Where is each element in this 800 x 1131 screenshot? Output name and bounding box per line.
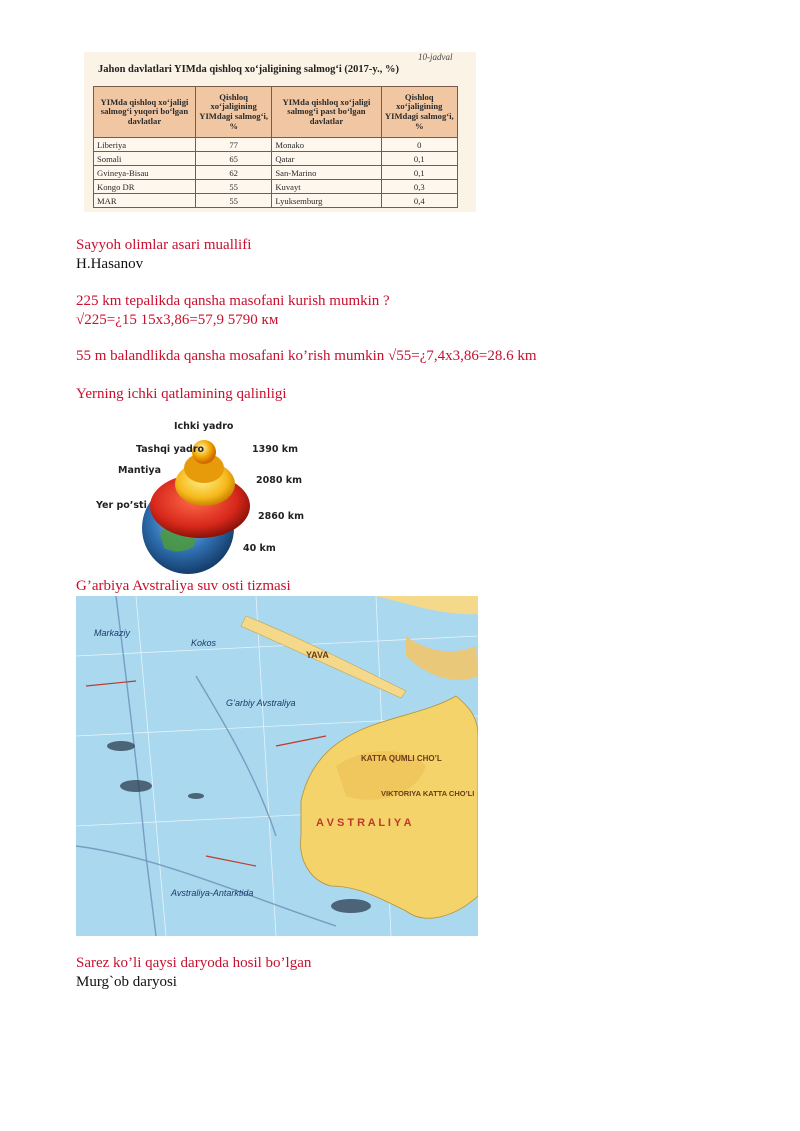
value-mantle: 2860 km [258,511,304,522]
label-outer-core: Tashqi yadro [136,444,205,455]
high-share: 65 [195,152,271,166]
value-inner-core: 1390 km [252,444,298,455]
value-outer-core: 2080 km [256,475,302,486]
low-share: 0,1 [381,152,457,166]
low-share: 0 [381,138,457,152]
map-label-great-sandy: KATTA QUMLI CHO’L [361,754,442,763]
earth-layers-diagram [90,416,320,576]
earth-layers-graphic [90,416,320,576]
low-share: 0,1 [381,166,457,180]
label-mantle: Mantiya [118,465,162,476]
table-row [94,152,458,166]
high-country: Liberiya [94,138,196,152]
answer-sarez: Murg`ob daryosi [76,974,177,990]
answer-author: H.Hasanov [76,256,144,272]
high-country: Kongo DR [94,180,196,194]
map-label-great-victoria: VIKTORIYA KATTA CHO’LI [381,789,475,798]
map-label-kokos: Kokos [191,638,217,648]
low-share: 0,4 [381,194,457,208]
low-share: 0,3 [381,180,457,194]
low-country: Kuvayt [272,180,381,194]
map-label-markaziy: Markaziy [94,628,131,638]
low-country: San-Marino [272,166,381,180]
low-country: Monako [272,138,381,152]
question-sarez: Sarez ko’li qaysi daryoda hosil bo’lgan [76,955,312,971]
map-label-aus-antarctic: Avstraliya-Antarktida [171,888,254,898]
table-row [94,166,458,180]
table-header-row [94,87,458,138]
table-title: Jahon davlatlari YIMda qishloq xo‘jaligining salmog‘i (2017-y., %) [98,64,399,75]
label-inner-core: Ichki yadro [174,421,234,432]
question-55m: 55 m balandlikda qansha mosafani ko’rish mumkin √55=¿7,4x3,86=28.6 km [76,348,537,364]
answer-225km: √225=¿15 15x3,86=57,9 5790 км [76,312,279,328]
table-row [94,138,458,152]
header-high-share: Qishloq xo‘jaligining YIMdagi salmog‘i, % [195,87,271,138]
low-country: Qatar [272,152,381,166]
table-row [94,194,458,208]
high-share: 77 [195,138,271,152]
map-label-australia: A V S T R A L I Y A [316,817,412,829]
low-country: Lyuksemburg [272,194,381,208]
question-author: Sayyoh olimlar asari muallifi [76,237,252,253]
indian-ocean-map [76,596,478,936]
map-graphic [76,596,478,936]
agriculture-gdp-table [93,86,458,208]
header-high-countries: YIMda qishloq xo‘jaligi salmog‘i yuqori bo‘lgan davlatlar [94,87,196,138]
header-low-countries: YIMda qishloq xo‘jaligi salmog‘i past bo‘lgan davlatlar [272,87,381,138]
high-share: 55 [195,180,271,194]
high-country: Gvineya-Bisau [94,166,196,180]
question-225km: 225 km tepalikda qansha masofani kurish mumkin ? [76,293,390,309]
map-label-west-australia: G’arbiy Avstraliya [226,698,296,708]
question-ridge: G’arbiya Avstraliya suv osti tizmasi [76,578,291,594]
table-corner-note: 10-jadval [418,52,453,62]
label-crust: Yer po’sti [96,500,147,511]
header-low-share: Qishloq xo‘jaligining YIMdagi salmog‘i, % [381,87,457,138]
value-crust: 40 km [243,543,276,554]
high-country: Somali [94,152,196,166]
high-share: 62 [195,166,271,180]
high-share: 55 [195,194,271,208]
question-earth-layers: Yerning ichki qatlamining qalinligi [76,386,287,402]
map-label-yava: YAVA [306,650,329,660]
table-row [94,180,458,194]
high-country: MAR [94,194,196,208]
